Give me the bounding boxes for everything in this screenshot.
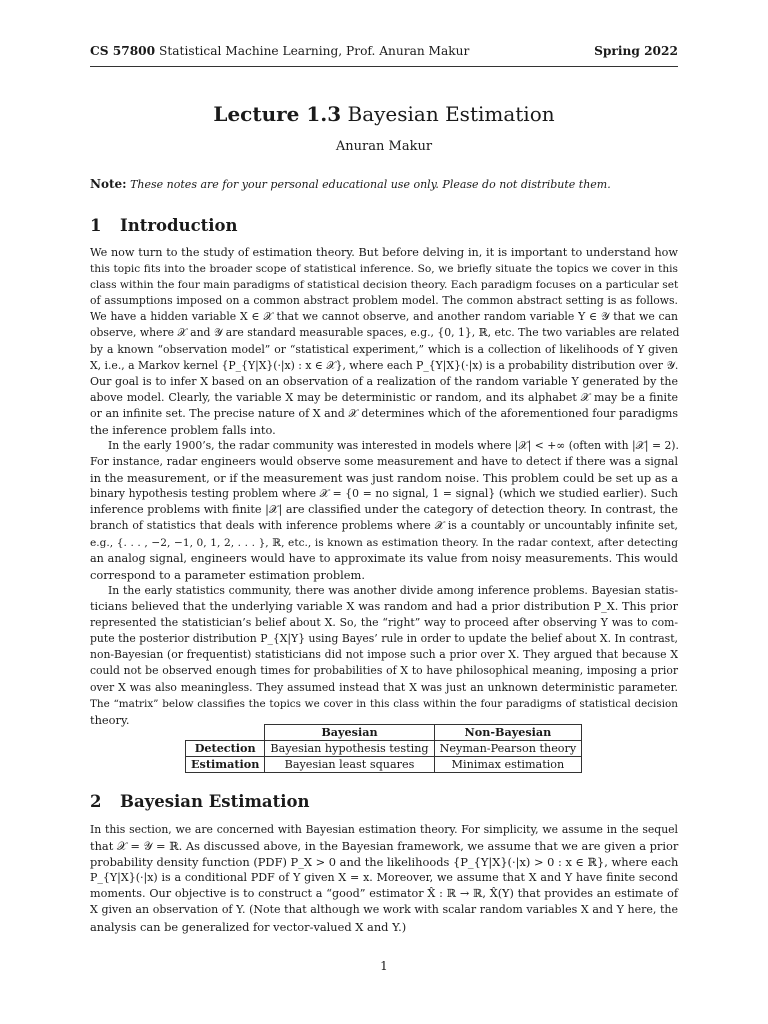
note-label: Note: [90,177,127,191]
text-line: e.g., {. . . , −2, −1, 0, 1, 2, . . . }, ℝ, etc., is known as estimation theory. In the radar context, after detecting [90,536,678,549]
table-header-row [186,725,582,741]
text-line: X, i.e., a Markov kernel {P_{Y|X}(·|x) : x ∈ 𝒳}, where each P_{Y|X}(·|x) is a probability distribution over 𝒴. [90,358,679,372]
text-line: this topic fits into the broader scope of statistical inference. So, we briefly situate the topics we cover in this [90,263,678,276]
text-line: or an infinite set. The precise nature of X and 𝒳 determines which of the aforementioned four paradigms [90,406,678,420]
table-col-header: Bayesian [265,725,434,741]
text-line: inference problems with finite |𝒳| are classified under the category of detection theory. In contrast, the [90,503,678,517]
table-cell: Neyman-Pearson theory [434,741,582,757]
author: Anuran Makur [335,139,433,154]
text-line: In the early 1900’s, the radar community was interested in models where |𝒳| < +∞ (often with |𝒳| = 2). [108,439,679,452]
text-line: ticians believed that the underlying variable X was random and had a prior distribution P_X. This prior [90,600,678,614]
intro-paragraph-1 [90,245,678,438]
header-rule [90,66,678,67]
text-line: of assumptions imposed on a common abstract problem model. The common abstract setting is as follows. [90,294,678,308]
table-row [186,741,582,757]
intro-paragraph-3 [90,583,678,728]
running-header [90,44,678,58]
text-line: an analog signal, engineers would have to approximate its value from noisy measurements. This would [90,551,678,565]
table-row-header: Estimation [186,757,265,773]
text-line: represented the statistician’s belief about X. So, the “right” way to proceed after observing Y was to com- [90,616,678,630]
section-number: 2 [90,792,102,811]
table-cell: Bayesian hypothesis testing [265,741,434,757]
table-row [186,757,582,773]
page-number: 1 [380,959,388,973]
header-term: Spring 2022 [594,44,678,58]
table-corner-cell [186,725,265,741]
section-title: Bayesian Estimation [120,792,310,811]
section-number: 1 [90,216,102,235]
text-line: In the early statistics community, there was another divide among inference problems. Bayesian statis- [108,584,678,597]
header-course-code: CS 57800 [90,44,156,58]
text-line: Our goal is to infer X based on an observation of a realization of the random variable Y generated by the [90,374,678,388]
text-line: that 𝒳 = 𝒴 = ℝ. As discussed above, in the Bayesian framework, we assume that we are given a prior [90,839,679,854]
text-line: We have a hidden variable X ∈ 𝒳 that we cannot observe, and another random variable Y ∈ 𝒴 that we can [90,310,678,324]
table-col-header: Non-Bayesian [434,725,582,741]
table-cell: Bayesian least squares [265,757,434,773]
text-line: pute the posterior distribution P_{X|Y} using Bayes’ rule in order to update the belief about X. In contrast, [90,632,678,646]
lecture-number: Lecture 1.3 [213,102,342,126]
text-line: correspond to a parameter estimation problem. [90,567,365,582]
text-line: class within the four main paradigms of statistical decision theory. Each paradigm focuses on a particular set [90,279,679,292]
text-line: by a known “observation model” or “statistical experiment,” which is a collection of likelihoods of Y given [90,342,678,356]
text-line: in the measurement, or if the measurement was just random noise. This problem could be set up as a [90,471,678,486]
lecture-title [90,102,678,126]
text-line: the inference problem falls into. [90,423,276,438]
text-line: branch of statistics that deals with inference problems where 𝒳 is a countably or uncountably infinite set, [90,519,678,533]
bayes-paragraph-1 [90,822,678,935]
note-text: These notes are for your personal educational use only. Please do not distribute them. [130,178,611,191]
header-course [90,44,469,58]
text-line: X given an observation of Y. (Note that although we work with scalar random variables X and Y here, the [90,903,678,917]
note [90,177,678,191]
text-line: For instance, radar engineers would observe some measurement and have to detect if there was a signal [90,455,678,469]
header-course-rest: Statistical Machine Learning, Prof. Anuran Makur [155,44,470,58]
intro-paragraph-2 [90,438,678,583]
text-line: binary hypothesis testing problem where 𝒳 = {0 = no signal, 1 = signal} (which we studied earlier). Such [90,487,678,501]
text-line: could not be observed enough times for probabilities of X to have philosophical meaning, imposing a prior [90,664,678,678]
section-title: Introduction [120,216,238,235]
text-line: P_{Y|X}(·|x) is a conditional PDF of Y given X = x. Moreover, we assume that X and Y have finite second [90,871,678,885]
text-line: non-Bayesian (or frequentist) statisticians did not impose such a prior over X. They argued that because X [90,648,678,662]
text-line: observe, where 𝒳 and 𝒴 are standard measurable spaces, e.g., {0, 1}, ℝ, etc. The two variables are related [90,326,680,340]
text-line: probability density function (PDF) P_X > 0 and the likelihoods {P_{Y|X}(·|x) > 0 : x ∈ ℝ}, where each [90,855,679,870]
text-line: analysis can be generalized for vector-valued X and Y.) [90,919,407,934]
text-line: In this section, we are concerned with Bayesian estimation theory. For simplicity, we assume in the sequel [90,823,678,836]
text-line: The “matrix” below classifies the topics we cover in this class within the four paradigms of statistical decision [90,697,678,710]
paradigm-matrix-table [185,724,582,773]
text-line: moments. Our objective is to construct a “good” estimator X̂ : ℝ → ℝ, X̂(Y) that provides an estimate of [90,887,678,901]
text-line: above model. Clearly, the variable X may be deterministic or random, and its alphabet 𝒳 may be a finite [90,390,678,404]
section-heading-bayesian-estimation [90,792,678,811]
text-line: over X was also meaningless. They assumed instead that X was just an unknown deterministic parameter. [90,680,678,694]
text-line: theory. [90,712,130,727]
lecture-topic: Bayesian Estimation [341,102,555,126]
section-heading-introduction [90,216,678,235]
table-row-header: Detection [186,741,265,757]
text-line: We now turn to the study of estimation theory. But before delving in, it is important to understand how [90,246,678,259]
table-cell: Minimax estimation [434,757,582,773]
